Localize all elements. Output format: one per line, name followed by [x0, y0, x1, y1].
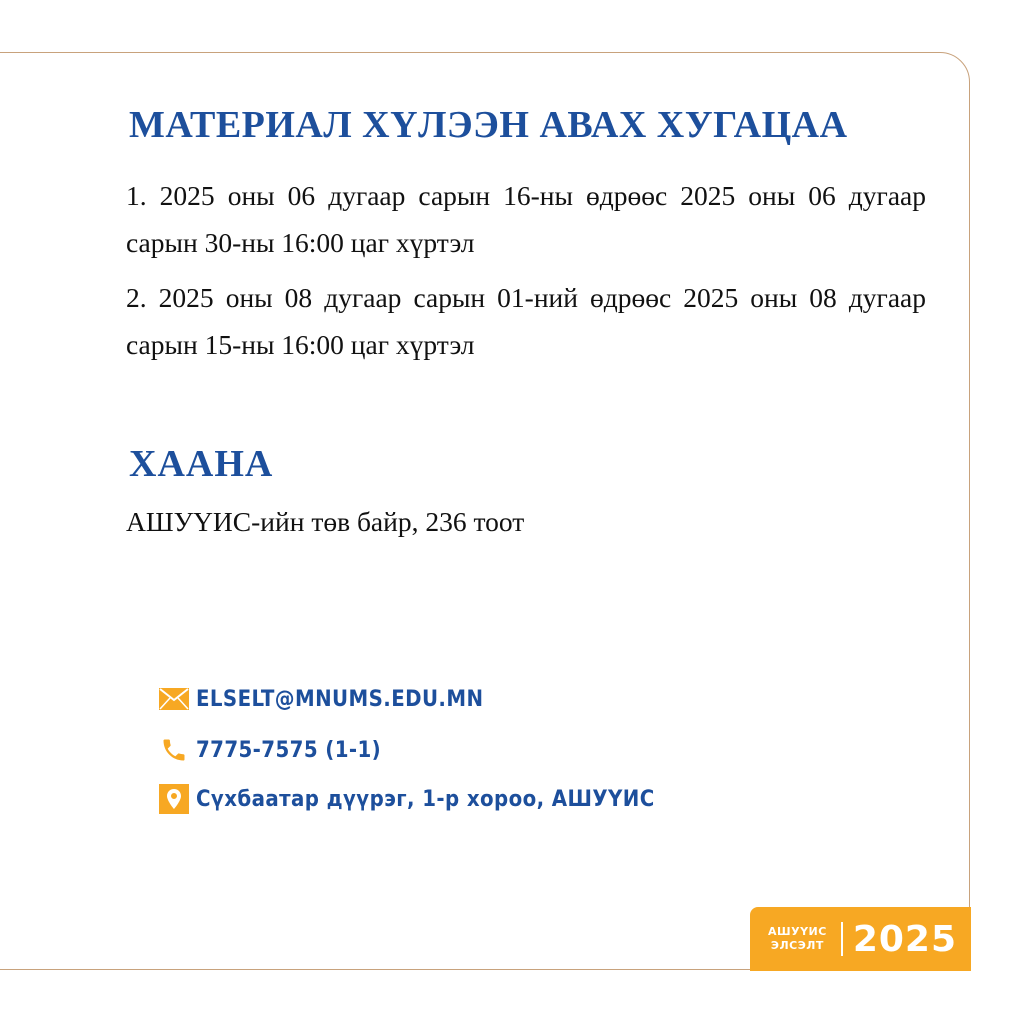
section-title-location: ХААНА	[129, 443, 274, 485]
contact-email[interactable]: ELSELT@MNUMS.EDU.MN	[196, 686, 484, 712]
badge-label	[768, 925, 827, 953]
badge-line-2: ЭЛСЭЛТ	[770, 939, 824, 952]
envelope-icon	[158, 684, 190, 714]
contact-phone-row[interactable]	[158, 735, 381, 765]
badge-line-1: АШУҮИС	[768, 925, 827, 938]
deadline-item-2: 2. 2025 оны 08 дугаар сарын 01-ний өдрөөс 2025 оны 08 дугаар сарын 15-ны 16:00 цаг хүртэл	[126, 282, 926, 360]
badge-divider	[841, 922, 843, 956]
section-title-deadline: МАТЕРИАЛ ХҮЛЭЭН АВАХ ХУГАЦАА	[129, 104, 848, 146]
deadline-item-1: 1. 2025 оны 06 дугаар сарын 16-ны өдрөөс 2025 оны 06 дугаар сарын 30-ны 16:00 цаг хүртэл	[126, 180, 926, 258]
badge-year: 2025	[852, 918, 958, 960]
contact-phone[interactable]: 7775-7575 (1-1)	[196, 737, 382, 763]
phone-icon	[158, 735, 190, 765]
contact-email-row[interactable]	[158, 684, 483, 714]
location-text: АШУҮИС-ийн төв байр, 236 тоот	[126, 506, 525, 537]
location-pin-icon	[158, 784, 190, 814]
contact-address-row	[158, 784, 655, 814]
contact-address: Сүхбаатар дүүрэг, 1-р хороо, АШУҮИС	[196, 786, 655, 812]
year-badge	[750, 907, 971, 971]
